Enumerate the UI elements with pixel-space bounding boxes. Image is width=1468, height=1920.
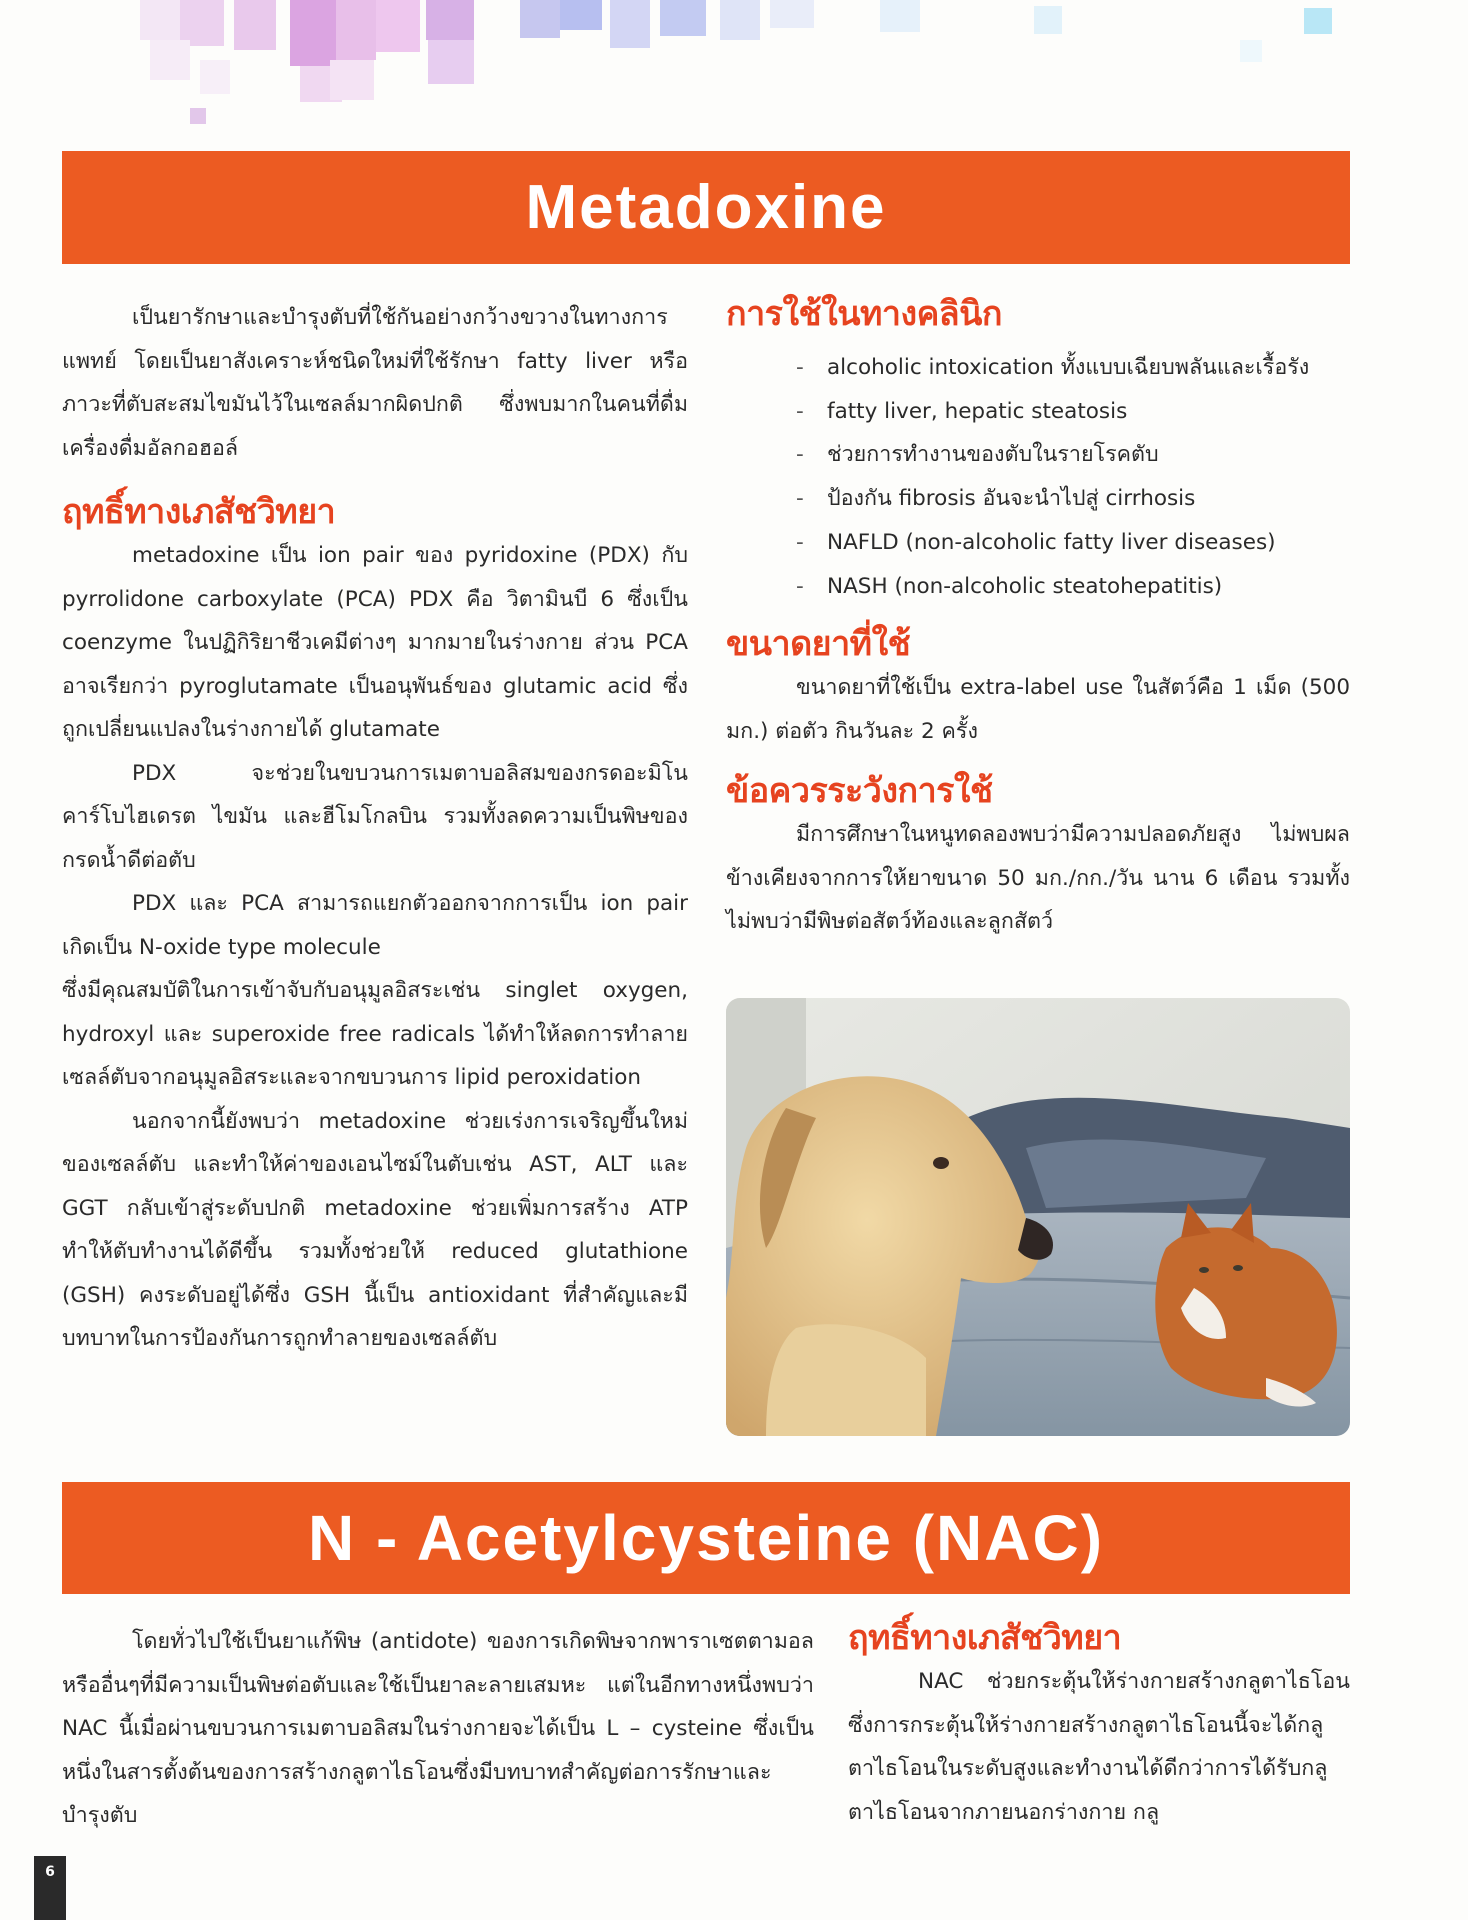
nac-right-column: [848, 1616, 1350, 1834]
metadoxine-right-column: [726, 292, 1350, 944]
metadoxine-pharmacology-p3a: PDX และ PCA สามารถแยกตัวออกจากการเป็น ion pair เกิดเป็น N-oxide type molecule: [62, 891, 688, 960]
list-item-text: fatty liver, hepatic steatosis: [827, 398, 1128, 424]
page-number: [34, 1856, 66, 1920]
dash-bullet: -: [796, 355, 804, 380]
dog-and-cat-illustration: [726, 998, 1350, 1436]
precautions-text: มีการศึกษาในหนูทดลองพบว่ามีความปลอดภัยสูง ไม่พบผลข้างเคียงจากการให้ยาขนาด 50 มก./กก./วัน นาน 6 เดือน รวมทั้งไม่พบว่ามีพิษต่อสัตว์ท้องและลูกสัตว์: [726, 822, 1350, 935]
list-item: [726, 477, 1350, 521]
list-item-text: NASH (non-alcoholic steatohepatitis): [827, 573, 1223, 599]
dash-bullet: -: [796, 398, 804, 424]
list-item: [726, 521, 1350, 565]
dash-bullet: -: [796, 442, 804, 468]
list-item-text: NAFLD (non-alcoholic fatty liver diseases): [827, 529, 1276, 555]
dash-bullet: -: [796, 529, 804, 555]
metadoxine-pharmacology-heading: ฤทธิ์ทางเภสัชวิทยา: [62, 492, 336, 532]
dash-bullet: -: [796, 486, 804, 512]
list-item-text: alcoholic intoxication ทั้งแบบเฉียบพลันและเรื้อรัง: [827, 355, 1310, 380]
list-item: [726, 390, 1350, 434]
dog-and-cat-photo: [726, 998, 1350, 1436]
metadoxine-title-banner: [62, 151, 1350, 264]
metadoxine-pharmacology-p3b: ซึ่งมีคุณสมบัติในการเข้าจับกับอนุมูลอิสระเช่น singlet oxygen, hydroxyl และ superoxide free radicals ได้ทำให้ลดการทำลายเซลล์ตับจากอนุมูลอิสระและจากขบวนการ lipid peroxidation: [62, 978, 688, 1090]
metadoxine-intro: เป็นยารักษาและบำรุงตับที่ใช้กันอย่างกว้างขวางในทางการแพทย์ โดยเป็นยาสังเคราะห์ชนิดใหม่ที่ใช้รักษา fatty liver หรือภาวะที่ตับสะสมไขมันไว้ในเซลล์มากผิดปกติ ซึ่งพบมากในคนที่ดื่มเครื่องดื่มอัลกอฮอล์: [62, 305, 688, 461]
clinical-use-list: [726, 346, 1350, 608]
list-item: [726, 346, 1350, 390]
dash-bullet: -: [796, 573, 804, 599]
metadoxine-pharmacology-p4: นอกจากนี้ยังพบว่า metadoxine ช่วยเร่งการเจริญขึ้นใหม่ของเซลล์ตับ และทำให้ค่าของเอนไซม์ในตับเช่น AST, ALT และ GGT กลับเข้าสู่ระดับปกติ metadoxine ช่วยเพิ่มการสร้าง ATP ทำให้ตับทำงานได้ดีขึ้น รวมทั้งช่วยให้ reduced glutathione (GSH) คงระดับอยู่ได้ซึ่ง GSH นี้เป็น antioxidant ที่สำคัญและมีบทบาทในการป้องกันการถูกทำลายของเซลล์ตับ: [62, 1108, 688, 1351]
metadoxine-left-column: [62, 296, 688, 1361]
nac-title: N - Acetylcysteine (NAC): [307, 1502, 1105, 1574]
dosage-text: ขนาดยาที่ใช้เป็น extra-label use ในสัตว์คือ 1 เม็ด (500 มก.) ต่อตัว กินวันละ 2 ครั้ง: [726, 675, 1350, 744]
metadoxine-pharmacology-p2: PDX จะช่วยในขบวนการเมตาบอลิสมของกรดอะมิโน คาร์โบไฮเดรต ไขมัน และฮีโมโกลบิน รวมทั้งลดความเป็นพิษของกรดน้ำดีต่อตับ: [62, 760, 688, 873]
header-pixel-mosaic: [0, 0, 1468, 130]
list-item-text: ช่วยการทำงานของตับในรายโรคตับ: [827, 442, 1159, 468]
list-item: [726, 433, 1350, 477]
page-number-text: 6: [45, 1864, 55, 1880]
list-item: [726, 565, 1350, 609]
metadoxine-pharmacology-p1: metadoxine เป็น ion pair ของ pyridoxine (PDX) กับ pyrrolidone carboxylate (PCA) PDX คือ วิตามินบี 6 ซึ่งเป็น coenzyme ในปฏิกิริยาชีวเคมีต่างๆ มากมายในร่างกาย ส่วน PCA อาจเรียกว่า pyroglutamate เป็นอนุพันธ์ของ glutamic acid ซึ่งถูกเปลี่ยนแปลงในร่างกายได้ glutamate: [62, 543, 688, 742]
precautions-heading: ข้อควรระวังการใช้: [726, 771, 993, 812]
dosage-heading: ขนาดยาที่ใช้: [726, 624, 911, 665]
nac-pharmacology-heading: ฤทธิ์ทางเภสัชวิทยา: [848, 1618, 1122, 1658]
nac-title-banner: [62, 1482, 1350, 1594]
clinical-use-heading: การใช้ในทางคลินิก: [726, 294, 1002, 334]
nac-pharmacology-text: NAC ช่วยกระตุ้นให้ร่างกายสร้างกลูตาไธโอนซึ่งการกระตุ้นให้ร่างกายสร้างกลูตาไธโอนนี้จะได้กลูตาไธโอนในระดับสูงและทำงานได้ดีกว่าการได้รับกลูตาไธโอนจากภายนอกร่างกาย กลู: [848, 1669, 1350, 1825]
list-item-text: ป้องกัน fibrosis อันจะนำไปสู่ cirrhosis: [827, 486, 1196, 512]
nac-intro: โดยทั่วไปใช้เป็นยาแก้พิษ (antidote) ของการเกิดพิษจากพาราเซตตามอลหรืออื่นๆที่มีความเป็นพิษต่อตับและใช้เป็นยาละลายเสมหะ แต่ในอีกทางหนึ่งพบว่า NAC นี้เมื่อผ่านขบวนการเมตาบอลิสมในร่างกายจะได้เป็น L – cysteine ซึ่งเป็นหนึ่งในสารตั้งต้นของการสร้างกลูตาไธโอนซึ่งมีบทบาทสำคัญต่อการรักษาและบำรุงตับ: [62, 1629, 814, 1828]
nac-left-column: [62, 1620, 814, 1838]
metadoxine-title: Metadoxine: [525, 173, 887, 242]
